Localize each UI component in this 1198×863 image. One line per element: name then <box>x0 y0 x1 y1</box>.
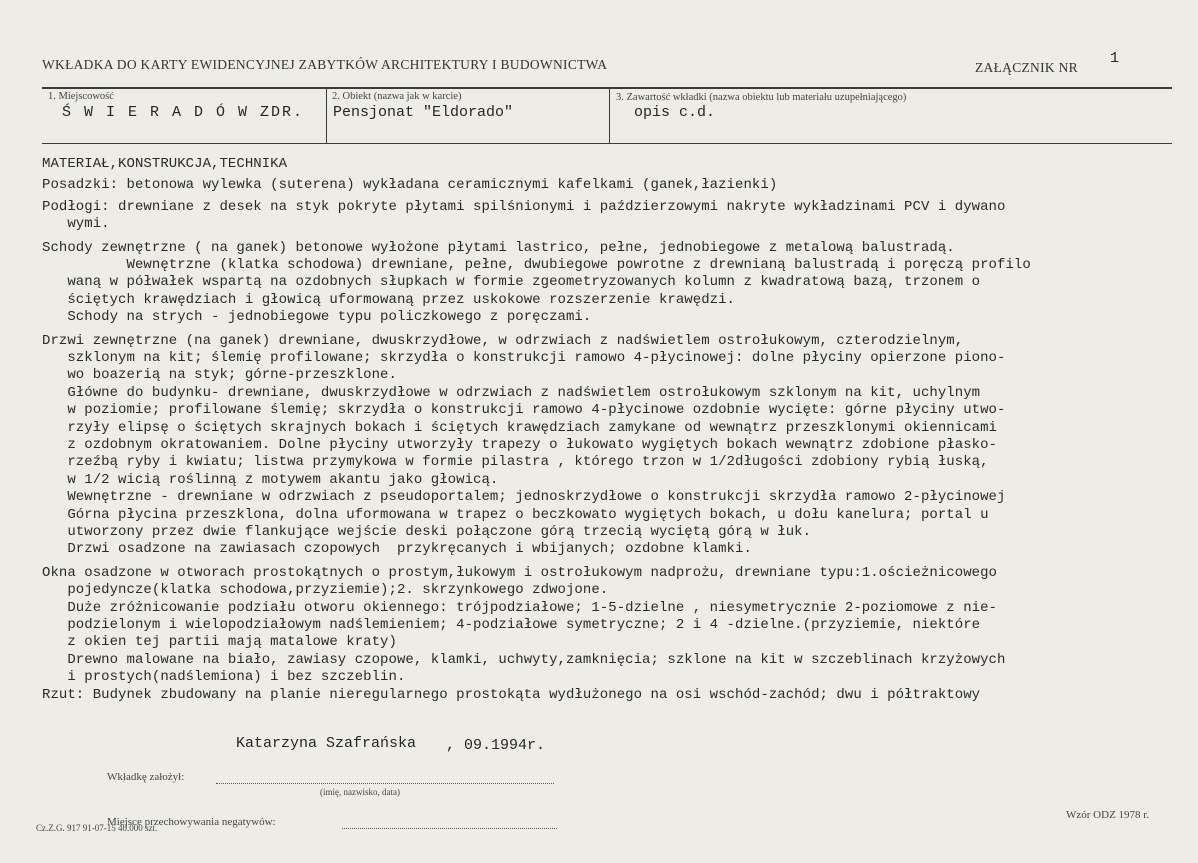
description-line: Okna osadzone w otworach prostokątnych o prostym,łukowym i ostrołukowym nadprożu, drewniane typu:1.ościeżnicowego <box>42 564 998 581</box>
field-object-value: Pensjonat "Eldorado" <box>333 104 514 121</box>
description-line: Drewno malowane na biało, zawiasy czopowe, klamki, uchwyty,zamknięcia; szklone na kit w szczeblinach krzyżowych <box>42 651 1006 668</box>
description-line: utworzony przez dwie flankujące wejście deski połączone górą trzecią wyciętą górą w łuk. <box>42 524 812 540</box>
description-line: podzielonym i wielopodziałowym nadślemieniem; 4-podziałowe symetryczne; 2 i 4 -dzielne.(przyziemie, niektóre <box>42 617 981 633</box>
description-line: z okien tej partii mają matalowe kraty) <box>42 634 397 651</box>
description-line: Wewnętrzne (klatka schodowa) drewniane, pełne, dwubiegowe powrotne z drewnianą balustradą i poręczą profilo <box>42 257 1031 273</box>
field-location-label: 1. Miejscowość <box>48 91 114 102</box>
description-line: rzyły elipsę o ściętych skrajnych bokach i ściętych krawędziach zamykane od wewnątrz przeszklonymi okiennicami <box>42 419 998 436</box>
description-line: Posadzki: betonowa wylewka (suterena) wykładana ceramicznymi kafelkami (ganek,łazienki) <box>42 177 778 194</box>
author-date: , 09.1994r. <box>446 737 546 754</box>
description-line: wymi. <box>42 216 110 233</box>
description-line: w poziomie; profilowane ślemię; skrzydła o konstrukcji ramowo 4-płycinowe ozdobnie wycięte: górne płyciny utwo- <box>42 402 1006 419</box>
print-info: Cz.Z.G. 917 91-07-15 40.000 szt. <box>36 823 158 833</box>
field-contents-value: opis c.d. <box>634 104 716 121</box>
description-line: Schody zewnętrzne ( na ganek) betonowe wyłożone płytami lastrico, pełne, jednobiegowe z metalową balustradą. <box>42 239 955 256</box>
field-object-label: 2. Obiekt (nazwa jak w karcie) <box>332 91 462 102</box>
header-bottom-rule <box>42 143 1172 144</box>
section-heading: MATERIAŁ,KONSTRUKCJA,TECHNIKA <box>42 156 288 172</box>
author-name: Katarzyna Szafrańska <box>236 735 417 752</box>
description-line: i prostych(nadślemiona) i bez szczeblin. <box>42 669 406 686</box>
description-line: Górna płycina przeszklona, dolna uformowana w trapez o beczkowato wygiętych bokach, u dołu kanelura; portal u <box>42 506 989 523</box>
description-line: Podłogi: drewniane z desek na styk pokryte płytami spilśnionymi i paździerzowymi nakryte wykładzinami PCV i dywano <box>42 198 1006 215</box>
typed-description <box>42 156 1194 716</box>
attachment-label: ZAŁĄCZNIK NR <box>975 60 1078 75</box>
description-line: Schody na strych - jednobiegowe typu policzkowego z poręczami. <box>42 309 592 326</box>
description-line: wo boazerią na styk; górne-przeszklone. <box>42 367 397 384</box>
author-label: Wkładkę założył: <box>107 771 185 783</box>
field-location-value: Ś W I E R A D Ó W ZDR. <box>62 104 305 121</box>
description-line: z ozdobnym okratowaniem. Dolne płyciny utworzyły trapezy o łukowato wygiętych bokach wewnątrz zdobione płasko- <box>42 437 998 453</box>
form-header-title: WKŁADKA DO KARTY EWIDENCYJNEJ ZABYTKÓW ARCHITEKTURY I BUDOWNICTWA <box>42 57 608 72</box>
description-line: Duże zróżnicowanie podziału otworu okiennego: trójpodziałowe; 1-5-dzielne , niesymetrycznie 2-poziomowe z nie- <box>42 599 998 616</box>
description-line: Drzwi zewnętrzne (na ganek) drewniane, dwuskrzydłowe, w odrzwiach z nadświetlem ostrołukowym, czterodzielnym, <box>42 332 964 349</box>
description-line: Drzwi osadzone na zawiasach czopowych przykręcanych i wbijanych; ozdobne klamki. <box>42 541 752 558</box>
description-line: Rzut: Budynek zbudowany na planie nieregularnego prostokąta wydłużonego na osi wschód-zachód; dwu i półtraktowy <box>42 686 981 703</box>
author-caption: (imię, nazwisko, data) <box>320 787 400 797</box>
description-line: Wewnętrzne - drewniane w odrzwiach z pseudoportalem; jednoskrzydłowe o konstrukcji skrzydła ramowo 2-płycinowej <box>42 489 1006 506</box>
description-line: Główne do budynku- drewniane, dwuskrzydłowe w odrzwiach z nadświetlem ostrołukowym szklonym na kit, uchylnym <box>42 384 981 401</box>
description-line: szklonym na kit; ślemię profilowane; skrzydła o konstrukcji ramowo 4-płycinowej: dolne płyciny opierzone piono- <box>42 350 1006 366</box>
header-divider-2 <box>609 89 610 143</box>
negatives-label: Miejsce przechowywania negatywów: <box>107 816 276 828</box>
description-line: pojedyncze(klatka schodowa,przyziemie);2. skrzynkowego zdwojone. <box>42 582 609 599</box>
description-line: waną w półwałek wspartą na ozdobnych słupkach w formie zgeometryzowanych kolumn z kwadratową bazą, trzonem o <box>42 274 981 291</box>
author-dotted-line <box>216 783 554 784</box>
field-contents-label: 3. Zawartość wkładki (nazwa obiektu lub materiału uzupełniającego) <box>616 92 907 103</box>
description-line: rzeźbą ryby i kwiatu; listwa przymykowa w formie pilastra , którego trzon w 1/2długości zdobiony rybią łuską, <box>42 454 989 471</box>
description-line: ściętych krawędziach i głowicą uformowaną przez uskokowe rozszerzenie krawędzi. <box>42 291 736 308</box>
description-line: w 1/2 wicią roślinną z motywem akantu jako głowicą. <box>42 471 499 488</box>
attachment-number: 1 <box>1110 50 1120 67</box>
header-divider-1 <box>326 89 327 143</box>
header-top-rule <box>42 87 1172 89</box>
template-label: Wzór ODZ 1978 r. <box>1066 809 1150 821</box>
negatives-dotted-line <box>342 828 557 829</box>
